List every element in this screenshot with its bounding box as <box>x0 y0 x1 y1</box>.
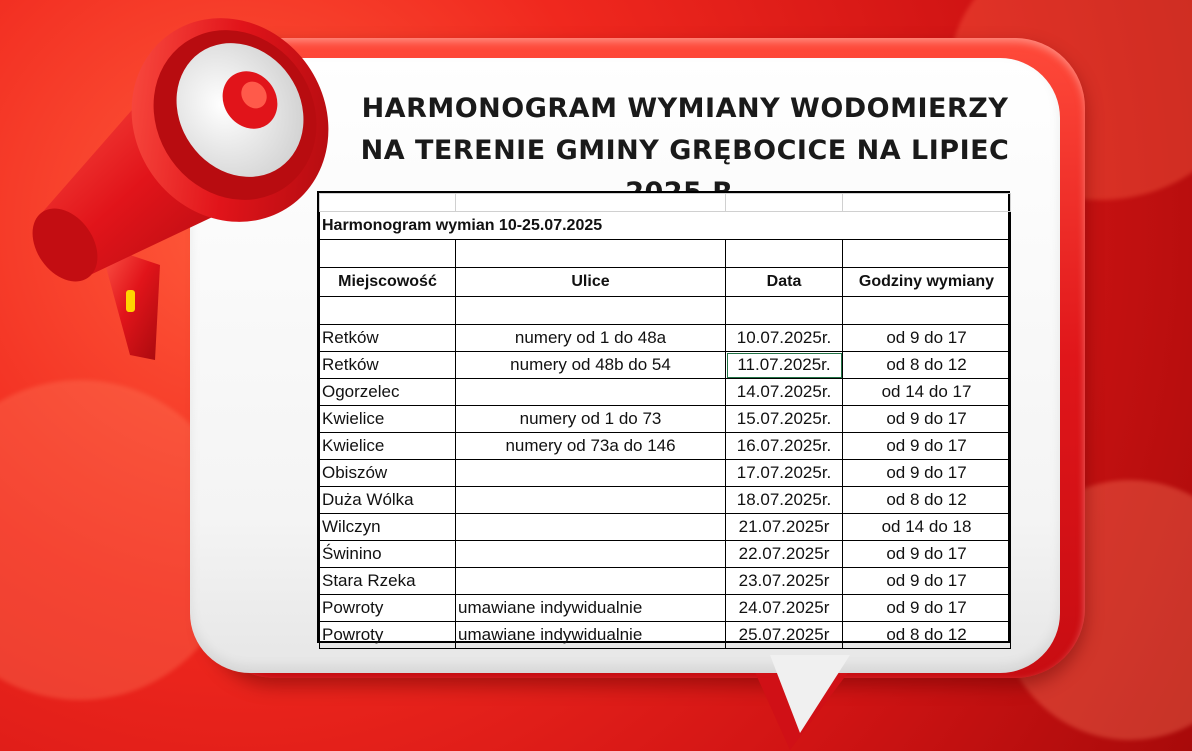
cell-data[interactable]: 25.07.2025r <box>726 622 843 649</box>
table-row <box>320 487 1011 514</box>
table-cell[interactable] <box>456 240 726 268</box>
cell-ulice[interactable]: numery od 1 do 73 <box>456 406 726 433</box>
cell-miejscowosc[interactable]: Obiszów <box>320 460 456 487</box>
cell-ulice[interactable]: numery od 73a do 146 <box>456 433 726 460</box>
table-row <box>320 433 1011 460</box>
cell-ulice[interactable] <box>456 460 726 487</box>
cell-godziny[interactable]: od 8 do 12 <box>843 487 1011 514</box>
table-row <box>320 240 1011 268</box>
table-row <box>320 406 1011 433</box>
table-header-row <box>320 268 1011 297</box>
table-cell[interactable] <box>320 297 456 325</box>
cell-ulice[interactable]: umawiane indywidualnie <box>456 595 726 622</box>
table-row <box>320 194 1011 212</box>
cell-data[interactable]: 15.07.2025r. <box>726 406 843 433</box>
cell-data[interactable]: 17.07.2025r. <box>726 460 843 487</box>
cell-godziny[interactable]: od 14 do 18 <box>843 514 1011 541</box>
table-row <box>320 622 1011 649</box>
table-row <box>320 541 1011 568</box>
cell-godziny[interactable]: od 9 do 17 <box>843 325 1011 352</box>
table-cell[interactable] <box>726 297 843 325</box>
table-cell[interactable] <box>320 194 456 212</box>
cell-ulice[interactable]: numery od 48b do 54 <box>456 352 726 379</box>
cell-ulice[interactable]: numery od 1 do 48a <box>456 325 726 352</box>
header-data[interactable]: Data <box>726 268 843 297</box>
cell-miejscowosc[interactable]: Kwielice <box>320 406 456 433</box>
cell-miejscowosc[interactable]: Kwielice <box>320 433 456 460</box>
cell-data[interactable]: 24.07.2025r <box>726 595 843 622</box>
cell-godziny[interactable]: od 8 do 12 <box>843 352 1011 379</box>
cell-godziny[interactable]: od 9 do 17 <box>843 541 1011 568</box>
title-line-1: HARMONOGRAM WYMIANY WODOMIERZY <box>361 93 1009 124</box>
cell-godziny[interactable]: od 14 do 17 <box>843 379 1011 406</box>
cell-godziny[interactable]: od 9 do 17 <box>843 406 1011 433</box>
table-row <box>320 352 1011 379</box>
table-cell[interactable] <box>726 194 843 212</box>
table-row <box>320 297 1011 325</box>
table-row <box>320 568 1011 595</box>
cell-godziny[interactable]: od 9 do 17 <box>843 595 1011 622</box>
cell-ulice[interactable] <box>456 379 726 406</box>
table-row <box>320 514 1011 541</box>
cell-miejscowosc[interactable]: Retków <box>320 325 456 352</box>
cell-data[interactable]: 22.07.2025r <box>726 541 843 568</box>
cell-godziny[interactable]: od 9 do 17 <box>843 460 1011 487</box>
cell-data[interactable]: 21.07.2025r <box>726 514 843 541</box>
cell-miejscowosc[interactable]: Świnino <box>320 541 456 568</box>
cell-data[interactable]: 23.07.2025r <box>726 568 843 595</box>
header-godziny[interactable]: Godziny wymiany <box>843 268 1011 297</box>
cell-data[interactable]: 16.07.2025r. <box>726 433 843 460</box>
cell-godziny[interactable]: od 8 do 12 <box>843 622 1011 649</box>
header-ulice[interactable]: Ulice <box>456 268 726 297</box>
cell-miejscowosc[interactable]: Duża Wólka <box>320 487 456 514</box>
schedule-spreadsheet <box>317 191 1010 643</box>
cell-miejscowosc[interactable]: Stara Rzeka <box>320 568 456 595</box>
cell-ulice[interactable] <box>456 514 726 541</box>
header-miejscowosc[interactable]: Miejscowość <box>320 268 456 297</box>
table-cell[interactable] <box>456 297 726 325</box>
table-cell[interactable] <box>456 194 726 212</box>
table-row <box>320 595 1011 622</box>
cell-miejscowosc[interactable]: Powroty <box>320 595 456 622</box>
cell-miejscowosc[interactable]: Retków <box>320 352 456 379</box>
table-row <box>320 325 1011 352</box>
cell-godziny[interactable]: od 9 do 17 <box>843 433 1011 460</box>
cell-ulice[interactable] <box>456 541 726 568</box>
cell-data[interactable]: 14.07.2025r. <box>726 379 843 406</box>
schedule-title[interactable]: Harmonogram wymian 10-25.07.2025 <box>320 212 1011 240</box>
cell-miejscowosc[interactable]: Ogorzelec <box>320 379 456 406</box>
table-cell[interactable] <box>726 240 843 268</box>
schedule-table <box>319 193 1011 649</box>
speech-bubble-tail-inner <box>770 655 850 733</box>
table-cell[interactable] <box>843 194 1011 212</box>
megaphone-icon <box>30 15 330 375</box>
cell-godziny[interactable]: od 9 do 17 <box>843 568 1011 595</box>
cell-data[interactable]: 18.07.2025r. <box>726 487 843 514</box>
table-cell[interactable] <box>320 240 456 268</box>
title-line-2: NA TERENIE GMINY GRĘBOCICE NA LIPIEC <box>360 135 1010 166</box>
cell-data[interactable]: 10.07.2025r. <box>726 325 843 352</box>
table-row <box>320 212 1011 240</box>
cell-ulice[interactable] <box>456 568 726 595</box>
table-cell[interactable] <box>843 240 1011 268</box>
cell-ulice[interactable] <box>456 487 726 514</box>
cell-ulice[interactable]: umawiane indywidualnie <box>456 622 726 649</box>
cell-miejscowosc[interactable]: Powroty <box>320 622 456 649</box>
table-row <box>320 379 1011 406</box>
table-cell[interactable] <box>843 297 1011 325</box>
table-row <box>320 460 1011 487</box>
cell-data-selected[interactable]: 11.07.2025r. <box>726 352 843 379</box>
cell-miejscowosc[interactable]: Wilczyn <box>320 514 456 541</box>
